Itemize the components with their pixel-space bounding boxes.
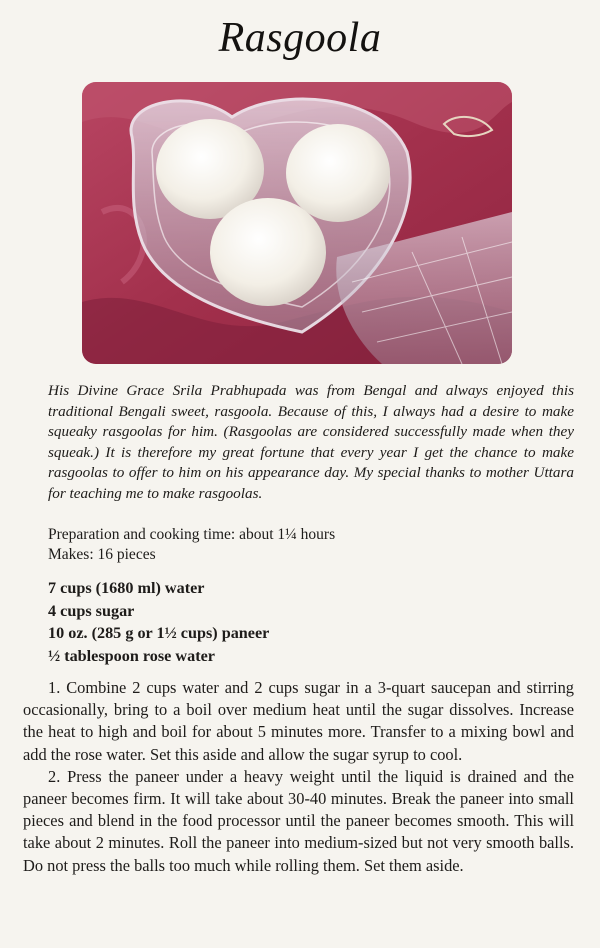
recipe-title: Rasgoola (218, 15, 382, 61)
yield: Makes: 16 pieces (48, 546, 156, 563)
rasgoola-photo-illustration (82, 82, 512, 364)
rasgoola-ball (286, 124, 390, 222)
ingredient-item: 10 oz. (285 g or 1½ cups) paneer (48, 624, 270, 642)
recipe-meta (48, 525, 548, 565)
recipe-photo (82, 82, 512, 364)
rasgoola-ball (210, 198, 326, 306)
step-1: 1. Combine 2 cups water and 2 cups sugar in a 3-quart saucepan and stirring occasionally, bring to a boil over medium heat until the sugar dissolves. Increase the heat to high and boil for about 5 minutes more. Transfer to a mixing bowl and add the rose water. Set this aside and allow the sugar syrup to cool. (23, 678, 574, 764)
ingredient-item: 4 cups sugar (48, 601, 135, 620)
recipe-steps (23, 677, 574, 877)
recipe-introduction: His Divine Grace Srila Prabhupada was from Bengal and always enjoyed this traditional Bengali sweet, rasgoola. Because of this, I always had a desire to make squeaky rasgoolas for him. (Rasgoolas are considered successfully made when they squeak.) It is therefore my great fortune that every year I get the chance to make rasgoolas to offer to him on his appearance day. My special thanks to mother Uttara for teaching me to make rasgoolas. (48, 382, 574, 502)
prep-time: Preparation and cooking time: about 1¼ hours (48, 526, 336, 543)
ingredient-item: 7 cups (1680 ml) water (48, 579, 205, 597)
ingredient-item: ½ tablespoon rose water (48, 646, 215, 665)
step-2: 2. Press the paneer under a heavy weight until the liquid is drained and the paneer becomes firm. It will take about 30-40 minutes. Break the paneer into small pieces and blend in the food processor until the paneer becomes smooth. This will take about 2 minutes. Roll the paneer into medium-sized but not very smooth balls. Do not press the balls too much while rolling them. Set them aside. (23, 766, 574, 875)
ingredient-list (48, 577, 548, 667)
